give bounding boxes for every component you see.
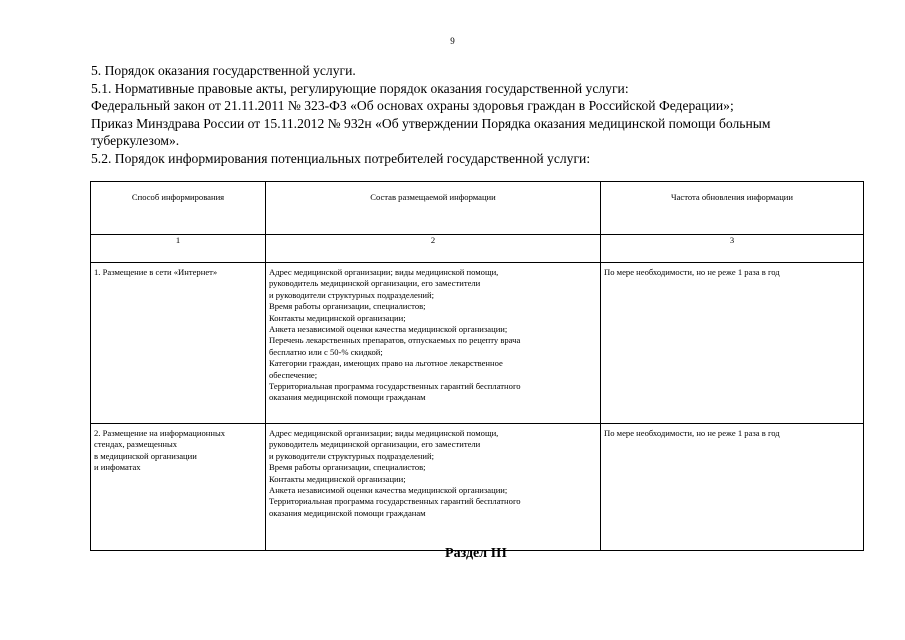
content-cell: [266, 263, 601, 424]
content-line: Категории граждан, имеющих право на льготное лекарственное: [269, 358, 503, 369]
content-line: руководитель медицинской организации, его заместители: [269, 439, 481, 450]
content-line: руководитель медицинской организации, его заместители: [269, 278, 481, 289]
method-cell: [91, 424, 266, 551]
content-line: и руководители структурных подразделений;: [269, 289, 435, 300]
order-text: Приказ Минздрава России от 15.11.2012 № 932н «Об утверждении Порядка оказания медицинской помощи больным: [91, 115, 771, 131]
federal-law-text: Федеральный закон от 21.11.2011 № 323-ФЗ «Об основах охраны здоровья граждан в Российской Федерации»;: [91, 98, 734, 114]
column-number-1: 1: [91, 235, 266, 263]
content-line: Адрес медицинской организации; виды медицинской помощи,: [269, 428, 499, 438]
method-line: стендах, размещенных: [94, 439, 178, 450]
page-number: 9: [450, 36, 455, 46]
content-line: Время работы организации, специалистов;: [269, 462, 426, 473]
table-number-row: [91, 235, 864, 263]
content-line: Контакты медицинской организации;: [269, 473, 406, 484]
content-line: Территориальная программа государственных гарантий бесплатного: [269, 496, 521, 507]
content-line: Контакты медицинской организации;: [269, 312, 406, 323]
content-line: Перечень лекарственных препаратов, отпускаемых по рецепту врача: [269, 335, 521, 346]
content-line: Анкета независимой оценки качества медицинской организации;: [269, 324, 508, 335]
method-line: 1. Размещение в сети «Интернет»: [94, 267, 218, 277]
column-number-2: 2: [266, 235, 601, 263]
header-method: Способ информирования: [91, 182, 266, 235]
frequency-cell: По мере необходимости, но не реже 1 раза в год: [601, 263, 864, 424]
content-line: бесплатно или с 50-% скидкой;: [269, 346, 383, 357]
content-line: и руководители структурных подразделений;: [269, 450, 435, 461]
header-frequency: Частота обновления информации: [601, 182, 864, 235]
section-title: Раздел III: [445, 546, 507, 561]
method-line: и инфоматах: [94, 462, 141, 473]
content-line: оказания медицинской помощи гражданам: [269, 507, 426, 518]
order-text-continued: туберкулезом».: [91, 133, 180, 149]
intro-text: [91, 62, 871, 168]
informing-heading: 5.2. Порядок информирования потенциальных потребителей государственной услуги:: [91, 150, 591, 166]
method-cell: [91, 263, 266, 424]
content-line: обеспечение;: [269, 369, 318, 380]
content-line: Время работы организации, специалистов;: [269, 301, 426, 312]
informing-table: [90, 181, 864, 551]
method-line: в медицинской организации: [94, 450, 197, 461]
table-row: [91, 263, 864, 424]
section-5-heading: 5. Порядок оказания государственной услуги.: [91, 63, 356, 78]
content-line: Территориальная программа государственных гарантий бесплатного: [269, 381, 521, 392]
table-row: [91, 424, 864, 551]
table-header-row: [91, 182, 864, 235]
frequency-cell: По мере необходимости, но не реже 1 раза в год: [601, 424, 864, 551]
method-line: 2. Размещение на информационных: [94, 428, 226, 438]
column-number-3: 3: [601, 235, 864, 263]
content-line: Анкета независимой оценки качества медицинской организации;: [269, 485, 508, 496]
content-line: Адрес медицинской организации; виды медицинской помощи,: [269, 267, 499, 277]
content-line: оказания медицинской помощи гражданам: [269, 392, 426, 403]
legal-acts-heading: 5.1. Нормативные правовые акты, регулирующие порядок оказания государственной услуги:: [91, 80, 629, 96]
content-cell: [266, 424, 601, 551]
header-content: Состав размещаемой информации: [266, 182, 601, 235]
